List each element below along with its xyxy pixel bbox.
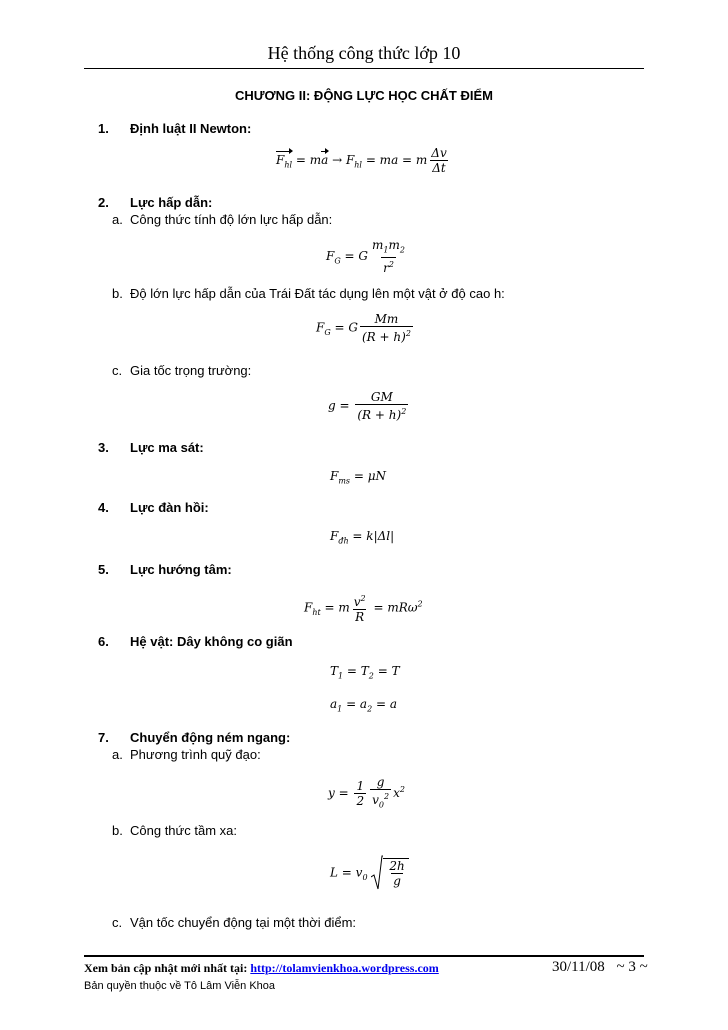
footer-date-page: [552, 959, 648, 976]
sqrt-symbol: [371, 855, 383, 891]
chapter-title: CHƯƠNG II: ĐỘNG LỰC HỌC CHẤT ĐIỂM: [235, 88, 493, 103]
section-number: 1.: [98, 121, 109, 136]
subsection-text: Gia tốc trọng trường:: [130, 363, 252, 378]
subsection-label: c.: [112, 915, 123, 930]
subsection-text: Công thức tầm xa:: [130, 823, 237, 838]
footer-copyright: Bản quyền thuộc về Tô Lâm Viễn Khoa: [84, 980, 276, 992]
subsection-text: Phương trình quỹ đạo:: [130, 747, 261, 762]
subsection-label: b.: [112, 823, 123, 838]
section-title: Lực hấp dẫn:: [130, 195, 213, 210]
footer-date: 30/11/08: [552, 959, 605, 975]
subsection-text: Độ lớn lực hấp dẫn của Trái Đất tác dụng lên một vật ở độ cao h:: [130, 286, 505, 301]
subsection-label: b.: [112, 286, 123, 301]
formula-acceleration: $a_1 = a_2 = a$: [330, 697, 398, 714]
subsection-label: a.: [112, 747, 123, 762]
formula-range: $L = v_0$ $\frac{2h}{g}$: [330, 855, 409, 891]
section-title: Hệ vật: Dây không co giãn: [130, 634, 293, 649]
footer-update-text: Xem bản cập nhật mới nhất tại:: [84, 961, 248, 975]
formula-gravitation-height: $F_G = G$ $\frac{Mm}{(R + h)^2}$: [316, 312, 411, 344]
formula-elastic-force: $F_{đh} = k|\Delta l|$: [330, 529, 395, 546]
section-title: Lực đàn hồi:: [130, 500, 209, 515]
formula-trajectory: y = $\frac{1}{2}$ $\frac{g}{v_0^2}$ $x^2$: [328, 775, 405, 812]
section-title: Lực ma sát:: [130, 440, 204, 455]
page-header-title: Hệ thống công thức lớp 10: [267, 43, 461, 63]
formula-gravity-acceleration: g = $\frac{GM}{(R + h)^2}$: [328, 390, 407, 422]
subsection-text: Công thức tính độ lớn lực hấp dẫn:: [130, 212, 333, 227]
footer-update-note: [84, 961, 439, 976]
formula-friction: $F_{ms} = \mu N$: [330, 469, 387, 486]
section-number: 5.: [98, 562, 109, 577]
formula-tension: $T_1 = T_2 = T$: [330, 664, 400, 681]
section-title: Chuyển động ném ngang:: [130, 730, 291, 745]
subsection-text: Vận tốc chuyển động tại một thời điểm:: [130, 915, 357, 930]
section-title: Định luật II Newton:: [130, 121, 252, 136]
page-number: ~ 3 ~: [616, 959, 648, 975]
section-number: 6.: [98, 634, 109, 649]
subsection-label: c.: [112, 363, 123, 378]
formula-newton-second-law: $F_{hl}$ = ma → $F_{hl}$ = ma = m $\frac{\Delta v}{\Delta t}$: [276, 146, 447, 175]
footer-divider: [84, 955, 644, 957]
section-number: 4.: [98, 500, 109, 515]
formula-gravitation: $F_G = G$ $\frac{m_1m_2}{r^2}$: [326, 238, 405, 276]
section-number: 7.: [98, 730, 109, 745]
formula-centripetal-force: $F_{ht} = m$ $\frac{v^2}{R}$ = mRω$^2$: [304, 594, 423, 624]
footer-website-link[interactable]: http://tolamvienkhoa.wordpress.com: [250, 961, 439, 975]
header-divider: [84, 68, 644, 69]
subsection-label: a.: [112, 212, 123, 227]
section-number: 3.: [98, 440, 109, 455]
section-number: 2.: [98, 195, 109, 210]
section-title: Lực hướng tâm:: [130, 562, 232, 577]
